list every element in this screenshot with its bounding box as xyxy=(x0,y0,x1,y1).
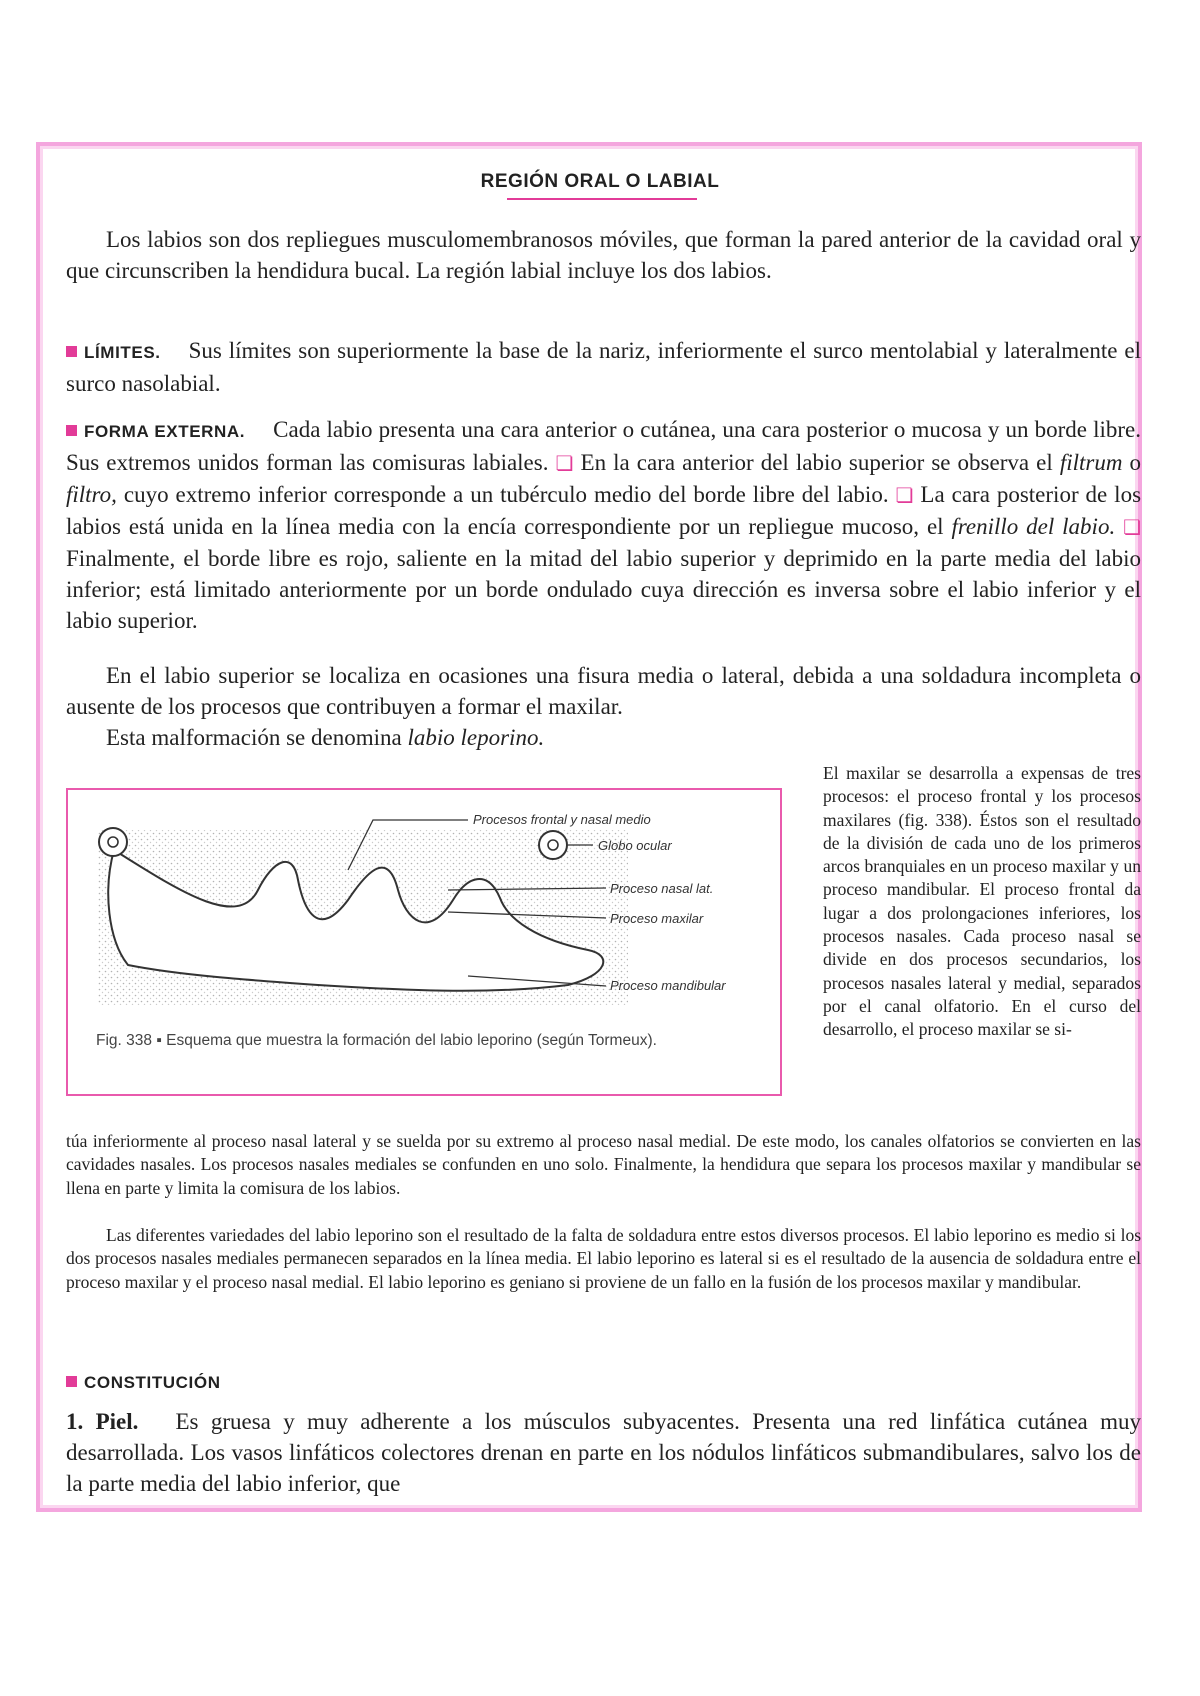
eye-right-icon xyxy=(539,831,567,859)
constitucion-heading-line xyxy=(66,1365,1141,1398)
term-filtrum: filtrum xyxy=(1059,450,1123,475)
limites-text: Sus límites son superiormente la base de la nariz, inferiormente el surco mentolabial y lateralmente el surco nasolabial. xyxy=(66,338,1141,396)
piel-label: 1. Piel. xyxy=(66,1409,139,1434)
forma-externa-p2-o: o xyxy=(1129,450,1141,475)
forma-externa-p2b: cuyo extremo inferior corresponde a un tubérculo medio del borde libre del labio. xyxy=(123,482,889,507)
labio-leporino-diagram xyxy=(68,790,780,1030)
term-filtro: filtro, xyxy=(66,482,117,507)
variedades-text: Las diferentes variedades del labio leporino son el resultado de la falta de soldadura entre estos diversos procesos. El labio leporino es medio si los dos procesos nasales mediales permanecen separados en la línea media. El labio leporino es lateral si es el resultado de la ausencia de soldadura entre el proceso maxilar y el proceso nasal medial. El labio leporino es geniano si proviene de un fallo en la fusión de los procesos maxilar y mandibular. xyxy=(66,1225,1141,1292)
forma-externa-heading: FORMA EXTERNA. xyxy=(84,422,246,441)
forma-externa-p2a: En la cara anterior del labio superior se observa el xyxy=(580,450,1053,475)
label-globo-ocular: Globo ocular xyxy=(598,838,672,853)
arrow-icon: ❏ xyxy=(895,483,914,507)
forma-externa-p3a: La cara posterior de los labios está unida en la línea media con la encía correspondiente por un repliegue mucoso, el xyxy=(66,482,1142,539)
limites-paragraph xyxy=(66,335,1141,399)
side-text: El maxilar se desarrolla a expensas de tres procesos: el proceso frontal y los procesos maxilares (fig. 338). Éstos son el resultado de la división de cada uno de los primeros arcos branquiales en un proceso maxilar y un proceso mandibular. El proceso frontal da lugar a dos prolongaciones inferiores, los procesos nasales. Cada proceso nasal se divide en dos procesos secundarios, los procesos nasales lateral y medial, separados por el canal olfatorio. En el curso del desarrollo, el proceso maxilar se si- xyxy=(823,763,1141,1040)
intro-paragraph: Los labios son dos repliegues musculomembranosos móviles, que forman la pared anterior de la cavidad oral y que circunscriben la hendidura bucal. La región labial incluye los dos labios. xyxy=(66,227,1141,283)
figure-caption: Fig. 338 ▪ Esquema que muestra la formación del labio leporino (según Tormeux). xyxy=(96,1032,657,1049)
forma-externa-p1: Cada labio presenta una cara anterior o cutánea, una cara posterior o mucosa y un borde libre. Sus extremos unidos forman las comisuras labiales. xyxy=(66,417,1141,475)
arrow-icon: ❏ xyxy=(555,451,574,475)
bullet-icon xyxy=(66,346,77,357)
eye-left-icon xyxy=(99,828,127,856)
label-proceso-mandibular: Proceso mandibular xyxy=(610,978,726,993)
piel-paragraph xyxy=(66,1406,1141,1499)
forma-externa-p4: Finalmente, el borde libre es rojo, saliente en la mitad del labio superior y deprimido en la parte media del labio inferior; está limitado anteriormente por un borde ondulado cuya dirección es inversa sobre el labio inferior y el labio superior. xyxy=(66,546,1141,633)
label-procesos-frontal: Procesos frontal y nasal medio xyxy=(473,812,651,827)
arrow-icon: ❏ xyxy=(1123,515,1142,539)
piel-text: Es gruesa y muy adherente a los músculos subyacentes. Presenta una red linfática cutánea muy desarrollada. Los vasos linfáticos colectores drenan en parte en los nódulos linfáticos submandibulares, salvo los de la parte media del labio inferior, que xyxy=(66,1409,1141,1496)
continued-text: túa inferiormente al proceso nasal lateral y se suelda por su extremo al proceso nasal medial. De este modo, los canales olfatorios se convierten en las cavidades nasales. Los procesos nasales mediales se confunden en uno solo. Finalmente, la hendidura que separa los procesos maxilar y mandibular se llena en parte y limita la comisura de los labios. xyxy=(66,1131,1141,1198)
page-title: REGIÓN ORAL O LABIAL xyxy=(480,171,720,192)
constitucion-heading: CONSTITUCIÓN xyxy=(84,1373,221,1392)
bullet-icon xyxy=(66,1376,77,1387)
forma-externa-paragraph xyxy=(66,414,1141,636)
malformacion-text: Esta malformación se denomina xyxy=(106,725,402,750)
title-underline xyxy=(507,198,697,200)
figure-338 xyxy=(66,788,782,1096)
term-labio-leporino: labio leporino. xyxy=(407,725,545,750)
label-proceso-nasal-lat: Proceso nasal lat. xyxy=(610,881,714,896)
term-frenillo: frenillo del labio. xyxy=(951,514,1116,539)
malformacion-paragraph xyxy=(66,722,1141,753)
limites-heading: LÍMITES. xyxy=(84,343,161,362)
label-proceso-maxilar: Proceso maxilar xyxy=(610,911,704,926)
bullet-icon xyxy=(66,425,77,436)
fisura-paragraph: En el labio superior se localiza en ocasiones una fisura media o lateral, debida a una soldadura incompleta o ausente de los procesos que contribuyen a formar el maxilar. xyxy=(66,663,1141,719)
